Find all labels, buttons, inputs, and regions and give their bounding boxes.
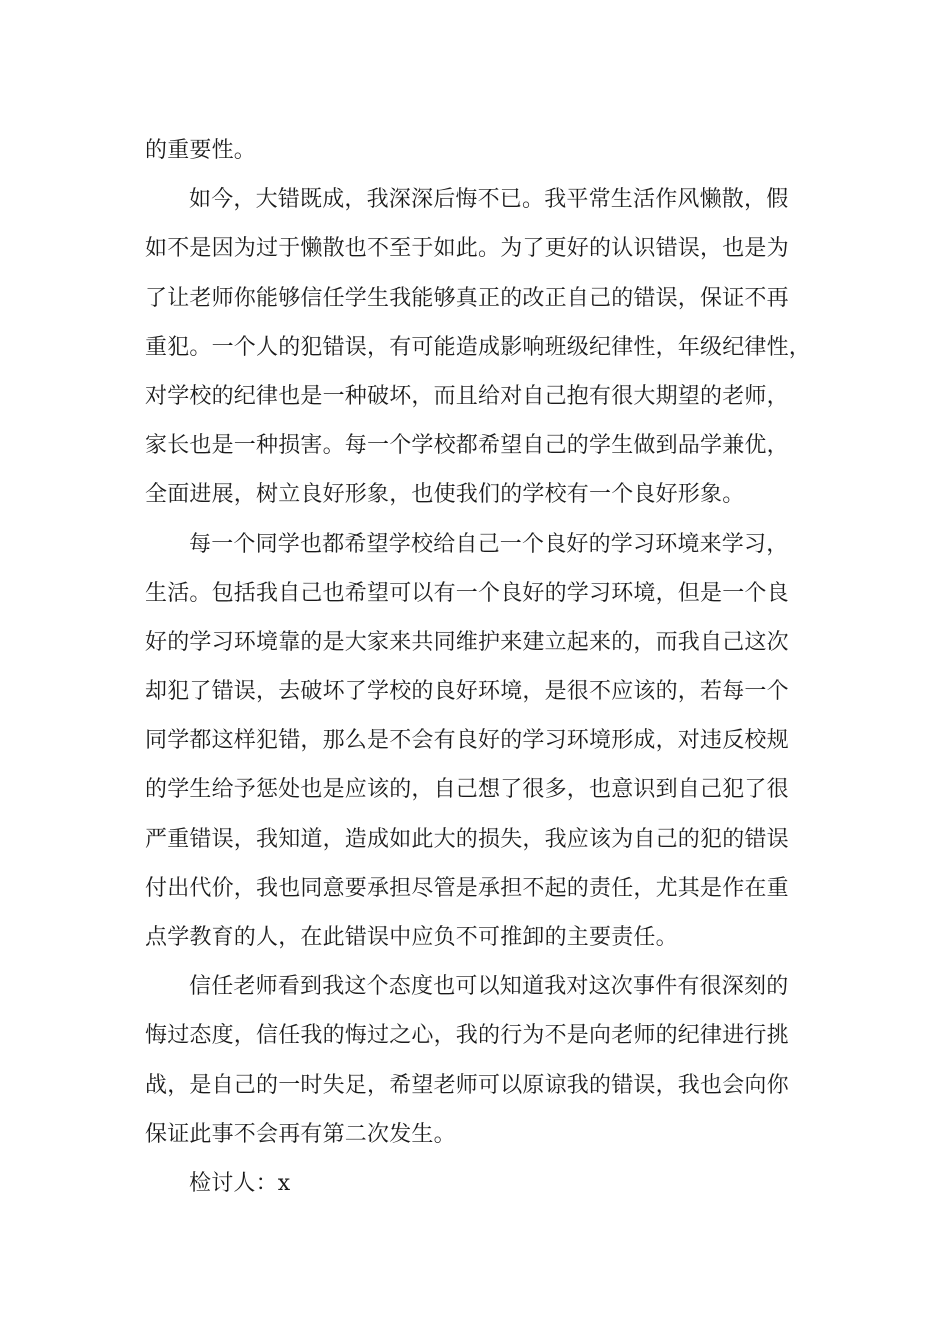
text-line: 每一个同学也都希望学校给自己一个良好的学习环境来学习， bbox=[189, 531, 789, 557]
document-body bbox=[145, 126, 812, 1208]
text-line: 保证此事不会再有第二次发生。 bbox=[145, 1121, 456, 1147]
text-line: 检讨人：x bbox=[189, 1170, 291, 1196]
text-line: 点学教育的人，在此错误中应负不可推卸的主要责任。 bbox=[145, 925, 678, 950]
text-line: 的学生给予惩处也是应该的，自己想了很多，也意识到自己犯了很 bbox=[145, 777, 789, 803]
text-line: 战，是自己的一时失足，希望老师可以原谅我的错误，我也会向你 bbox=[145, 1072, 789, 1098]
text-line: 的重要性。 bbox=[145, 138, 257, 163]
text-line: 对学校的纪律也是一种破坏，而且给对自己抱有很大期望的老师， bbox=[145, 383, 789, 409]
text-line: 悔过态度，信任我的悔过之心，我的行为不是向老师的纪律进行挑 bbox=[145, 1023, 789, 1049]
text-line: 却犯了错误，去破坏了学校的良好环境，是很不应该的，若每一个 bbox=[145, 679, 789, 705]
text-line: 重犯。一个人的犯错误，有可能造成影响班级纪律性，年级纪律性， bbox=[145, 334, 812, 360]
text-line: 同学都这样犯错，那么是不会有良好的学习环境形成，对违反校规 bbox=[145, 728, 789, 754]
text-line: 了让老师你能够信任学生我能够真正的改正自己的错误，保证不再 bbox=[145, 285, 789, 311]
text-line: 付出代价，我也同意要承担尽管是承担不起的责任，尤其是作在重 bbox=[145, 875, 789, 901]
text-line: 如不是因为过于懒散也不至于如此。为了更好的认识错误，也是为 bbox=[145, 236, 789, 262]
text-line: 生活。包括我自己也希望可以有一个良好的学习环境，但是一个良 bbox=[145, 580, 789, 606]
text-line: 全面进展，树立良好形象，也使我们的学校有一个良好形象。 bbox=[145, 482, 745, 508]
text-line: 如今，大错既成，我深深后悔不已。我平常生活作风懒散，假 bbox=[189, 187, 789, 213]
text-line: 好的学习环境靠的是大家来共同维护来建立起来的，而我自己这次 bbox=[145, 629, 789, 655]
text-line: 严重错误，我知道，造成如此大的损失，我应该为自己的犯的错误 bbox=[145, 826, 789, 852]
text-line: 家长也是一种损害。每一个学校都希望自己的学生做到品学兼优， bbox=[145, 433, 789, 459]
text-line: 信任老师看到我这个态度也可以知道我对这次事件有很深刻的 bbox=[189, 974, 789, 1000]
